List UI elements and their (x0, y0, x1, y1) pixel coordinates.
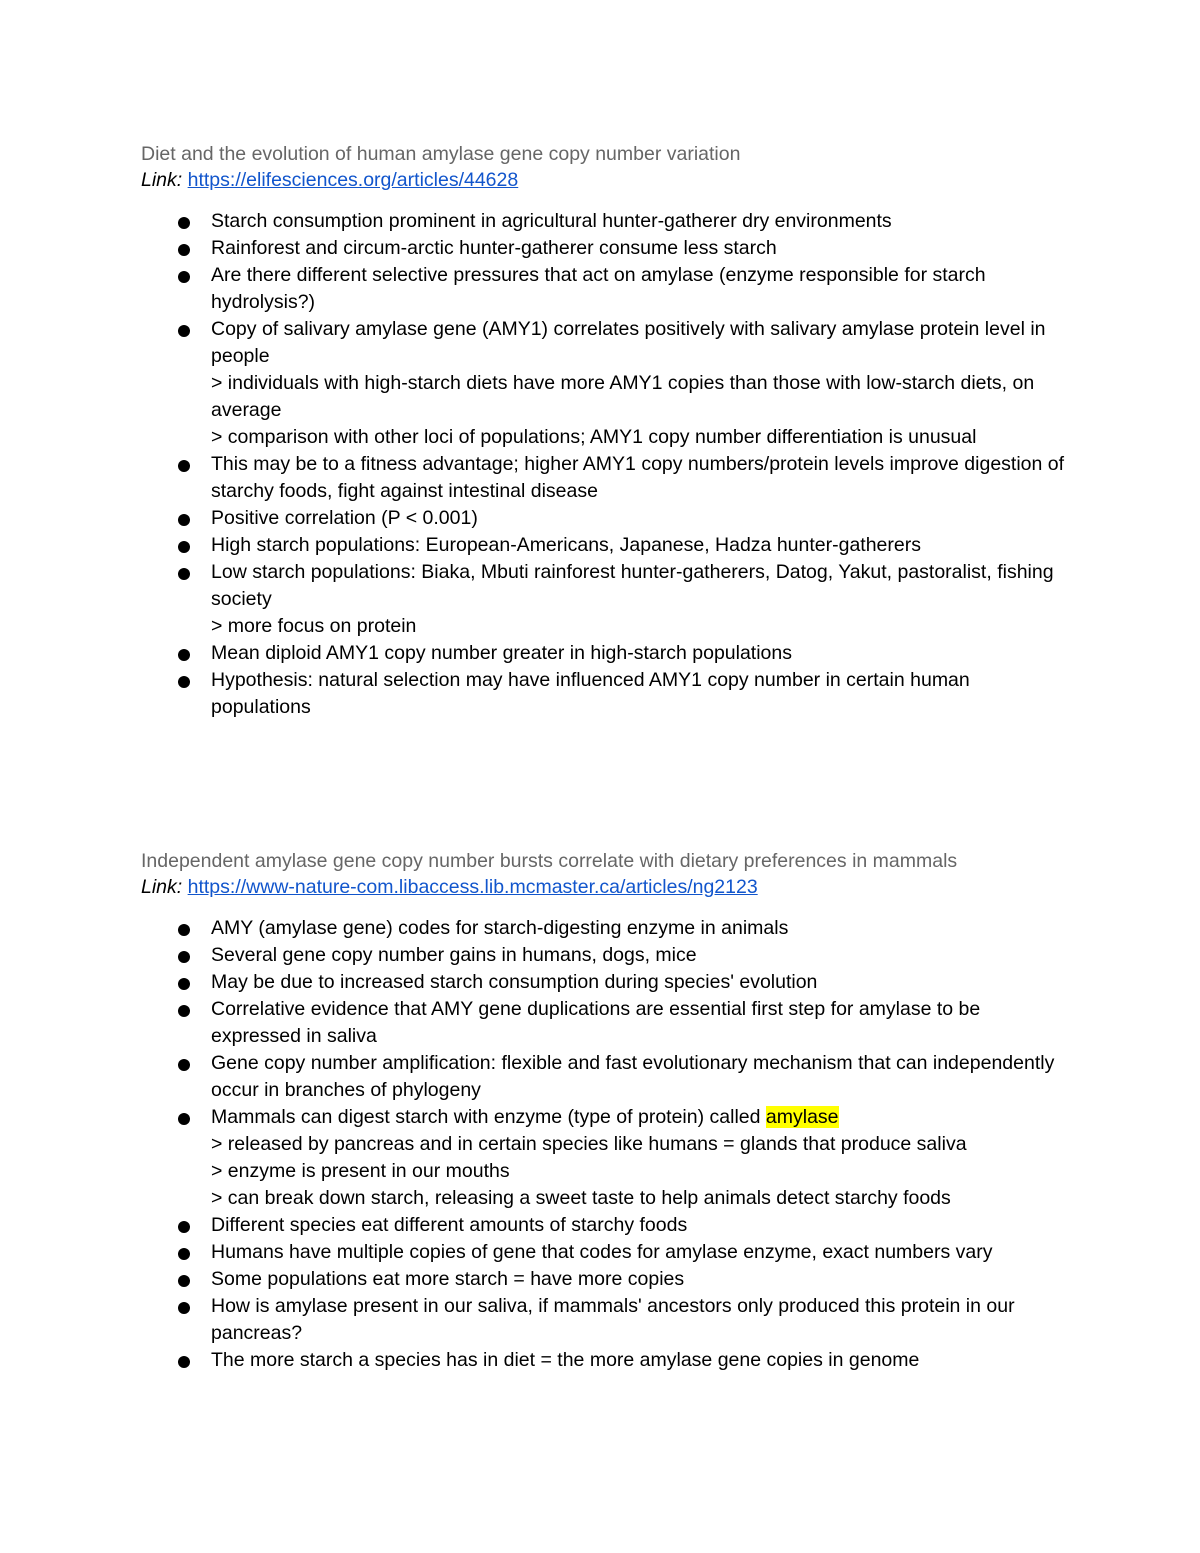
link-label: Link: (141, 876, 183, 898)
bullet-dot-icon (178, 1248, 190, 1260)
bullet-dot-icon (178, 541, 190, 553)
list-item-text: May be due to increased starch consumption during species' evolution (211, 971, 818, 993)
section-title: Independent amylase gene copy number bursts correlate with dietary preferences in mammals (141, 850, 958, 872)
sub-point: > more focus on protein (211, 615, 417, 637)
list-item (141, 208, 1071, 235)
list-item (141, 235, 1071, 262)
note-section-diet-evolution (141, 141, 1141, 721)
list-item-text: Starch consumption prominent in agricultural hunter-gatherer dry environments (211, 210, 892, 232)
list-item (141, 1347, 1071, 1374)
article-link[interactable]: https://elifesciences.org/articles/44628 (187, 169, 519, 191)
list-item (141, 1212, 1071, 1239)
list-item (141, 262, 1071, 316)
list-item-text: How is amylase present in our saliva, if mammals' ancestors only produced this protein in our pancreas? (211, 1295, 1015, 1344)
list-item (141, 532, 1071, 559)
list-item (141, 559, 1071, 640)
bullet-dot-icon (178, 1221, 190, 1233)
list-item (141, 1050, 1071, 1104)
list-item (141, 942, 1071, 969)
list-item (141, 316, 1071, 451)
list-item-text: Humans have multiple copies of gene that codes for amylase enzyme, exact numbers vary (211, 1241, 993, 1263)
list-item-text: AMY (amylase gene) codes for starch-digesting enzyme in animals (211, 917, 789, 939)
sub-point: > individuals with high-starch diets have more AMY1 copies than those with low-starch diets, on average (211, 372, 1035, 421)
bullet-dot-icon (178, 244, 190, 256)
bullet-dot-icon (178, 271, 190, 283)
link-line (141, 167, 1141, 193)
list-item-text: Rainforest and circum-arctic hunter-gatherer consume less starch (211, 237, 777, 259)
bullet-list (141, 208, 1141, 721)
bullet-dot-icon (178, 1302, 190, 1314)
list-item (141, 1239, 1071, 1266)
bullet-list (141, 915, 1141, 1374)
list-item-text: Several gene copy number gains in humans, dogs, mice (211, 944, 697, 966)
bullet-dot-icon (178, 1356, 190, 1368)
list-item-text: Hypothesis: natural selection may have influenced AMY1 copy number in certain human populations (211, 669, 970, 718)
list-item (141, 640, 1071, 667)
list-item-text: Copy of salivary amylase gene (AMY1) correlates positively with salivary amylase protein level in people (211, 318, 1046, 367)
list-item-text: Mean diploid AMY1 copy number greater in high-starch populations (211, 642, 793, 664)
note-section-amylase-bursts (141, 848, 1141, 1374)
sub-point: > enzyme is present in our mouths (211, 1160, 510, 1182)
list-item (141, 451, 1071, 505)
article-link[interactable]: https://www-nature-com.libaccess.lib.mcmaster.ca/articles/ng2123 (187, 876, 758, 898)
list-item-text: Some populations eat more starch = have more copies (211, 1268, 685, 1290)
list-item (141, 667, 1071, 721)
bullet-dot-icon (178, 951, 190, 963)
bullet-dot-icon (178, 325, 190, 337)
list-item-text: Are there different selective pressures that act on amylase (enzyme responsible for starch hydrolysis?) (211, 264, 986, 313)
sub-point: > comparison with other loci of populations; AMY1 copy number differentiation is unusual (211, 426, 977, 448)
highlighted-term: amylase (765, 1106, 839, 1128)
bullet-dot-icon (178, 1005, 190, 1017)
list-item-text: Gene copy number amplification: flexible and fast evolutionary mechanism that can independently occur in branches of phylogeny (211, 1052, 1055, 1101)
list-item-text: High starch populations: European-Americans, Japanese, Hadza hunter-gatherers (211, 534, 921, 556)
list-item-text: Mammals can digest starch with enzyme (type of protein) called (211, 1106, 766, 1128)
section-title: Diet and the evolution of human amylase gene copy number variation (141, 143, 741, 165)
link-line (141, 874, 1141, 900)
list-item (141, 996, 1071, 1050)
bullet-dot-icon (178, 568, 190, 580)
link-label: Link: (141, 169, 183, 191)
sub-point: > can break down starch, releasing a sweet taste to help animals detect starchy foods (211, 1187, 951, 1209)
bullet-dot-icon (178, 1275, 190, 1287)
list-item-text: Correlative evidence that AMY gene duplications are essential first step for amylase to be expressed in saliva (211, 998, 981, 1047)
list-item (141, 1104, 1071, 1212)
list-item-text: The more starch a species has in diet = the more amylase gene copies in genome (211, 1349, 920, 1371)
list-item-text: This may be to a fitness advantage; higher AMY1 copy numbers/protein levels improve digestion of starchy foods, fight against intestinal disease (211, 453, 1065, 502)
list-item (141, 969, 1071, 996)
bullet-dot-icon (178, 514, 190, 526)
bullet-dot-icon (178, 460, 190, 472)
list-item-text: Low starch populations: Biaka, Mbuti rainforest hunter-gatherers, Datog, Yakut, pastoralist, fishing society (211, 561, 1054, 610)
list-item (141, 505, 1071, 532)
bullet-dot-icon (178, 1059, 190, 1071)
bullet-dot-icon (178, 978, 190, 990)
list-item (141, 1293, 1071, 1347)
bullet-dot-icon (178, 649, 190, 661)
sub-point: > released by pancreas and in certain species like humans = glands that produce saliva (211, 1133, 967, 1155)
list-item-text: Positive correlation (P < 0.001) (211, 507, 478, 529)
bullet-dot-icon (178, 217, 190, 229)
list-item (141, 915, 1071, 942)
list-item (141, 1266, 1071, 1293)
bullet-dot-icon (178, 676, 190, 688)
bullet-dot-icon (178, 924, 190, 936)
bullet-dot-icon (178, 1113, 190, 1125)
list-item-text: Different species eat different amounts of starchy foods (211, 1214, 688, 1236)
